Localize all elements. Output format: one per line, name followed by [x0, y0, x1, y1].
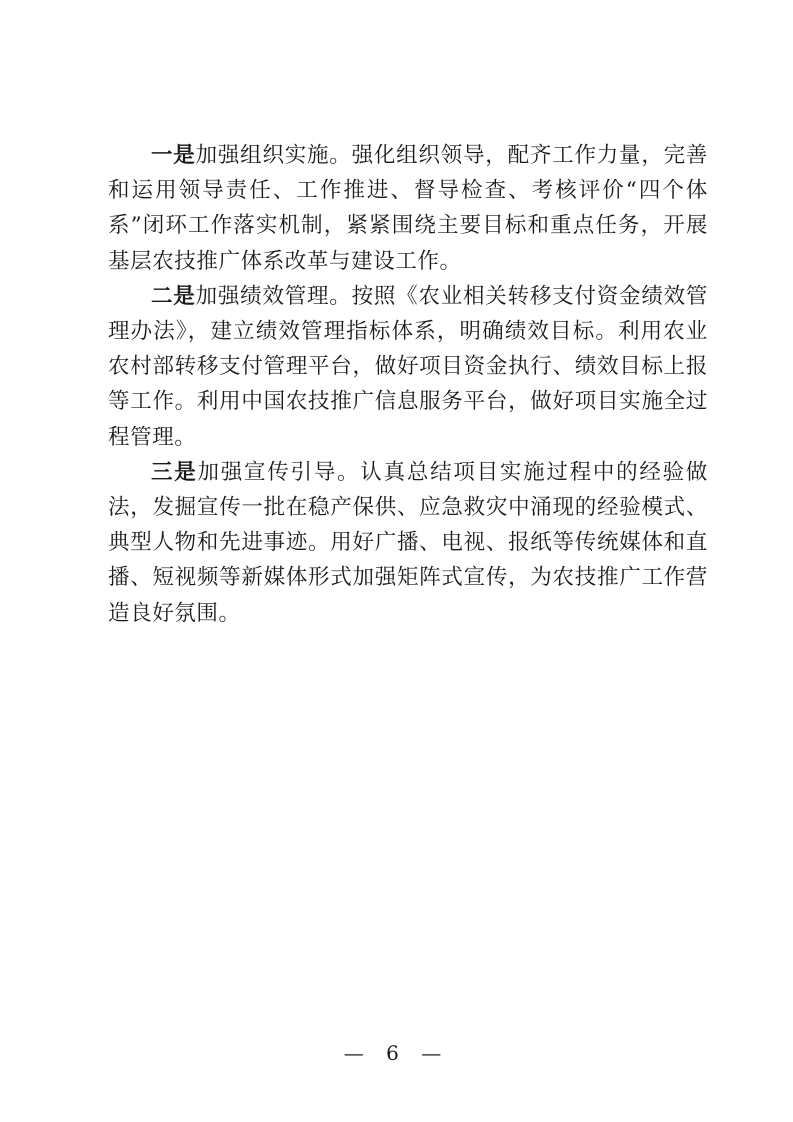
document-body [108, 138, 708, 631]
paragraph-lead: 二是 [151, 283, 196, 309]
paragraph-lead: 一是 [151, 143, 196, 168]
page-number: — 6 — [343, 1041, 450, 1065]
paragraph-text: 加强宣传引导。认真总结项目实施过程中的经验做法，发掘宣传一批在稳产保供、应急救灾中涌现的经验模式、典型人物和先进事迹。用好广播、电视、报纸等传统媒体和直播、短视频等新媒体形式加强矩阵式宣传，为农技推广工作营造良好氛围。 [108, 459, 708, 626]
paragraph-publicity [108, 455, 708, 631]
paragraph-organization [108, 138, 708, 279]
paragraph-text: 加强组织实施。强化组织领导，配齐工作力量，完善和运用领导责任、工作推进、督导检查、考核评价“四个体系”闭环工作落实机制，紧紧围绕主要目标和重点任务，开展基层农技推广体系改革与建设工作。 [108, 143, 708, 274]
paragraph-text: 加强绩效管理。按照《农业相关转移支付资金绩效管理办法》，建立绩效管理指标体系，明确绩效目标。利用农业农村部转移支付管理平台，做好项目资金执行、绩效目标上报等工作。利用中国农技推广信息服务平台，做好项目实施全过程管理。 [108, 283, 708, 450]
paragraph-performance [108, 279, 708, 455]
paragraph-lead: 三是 [151, 459, 198, 485]
